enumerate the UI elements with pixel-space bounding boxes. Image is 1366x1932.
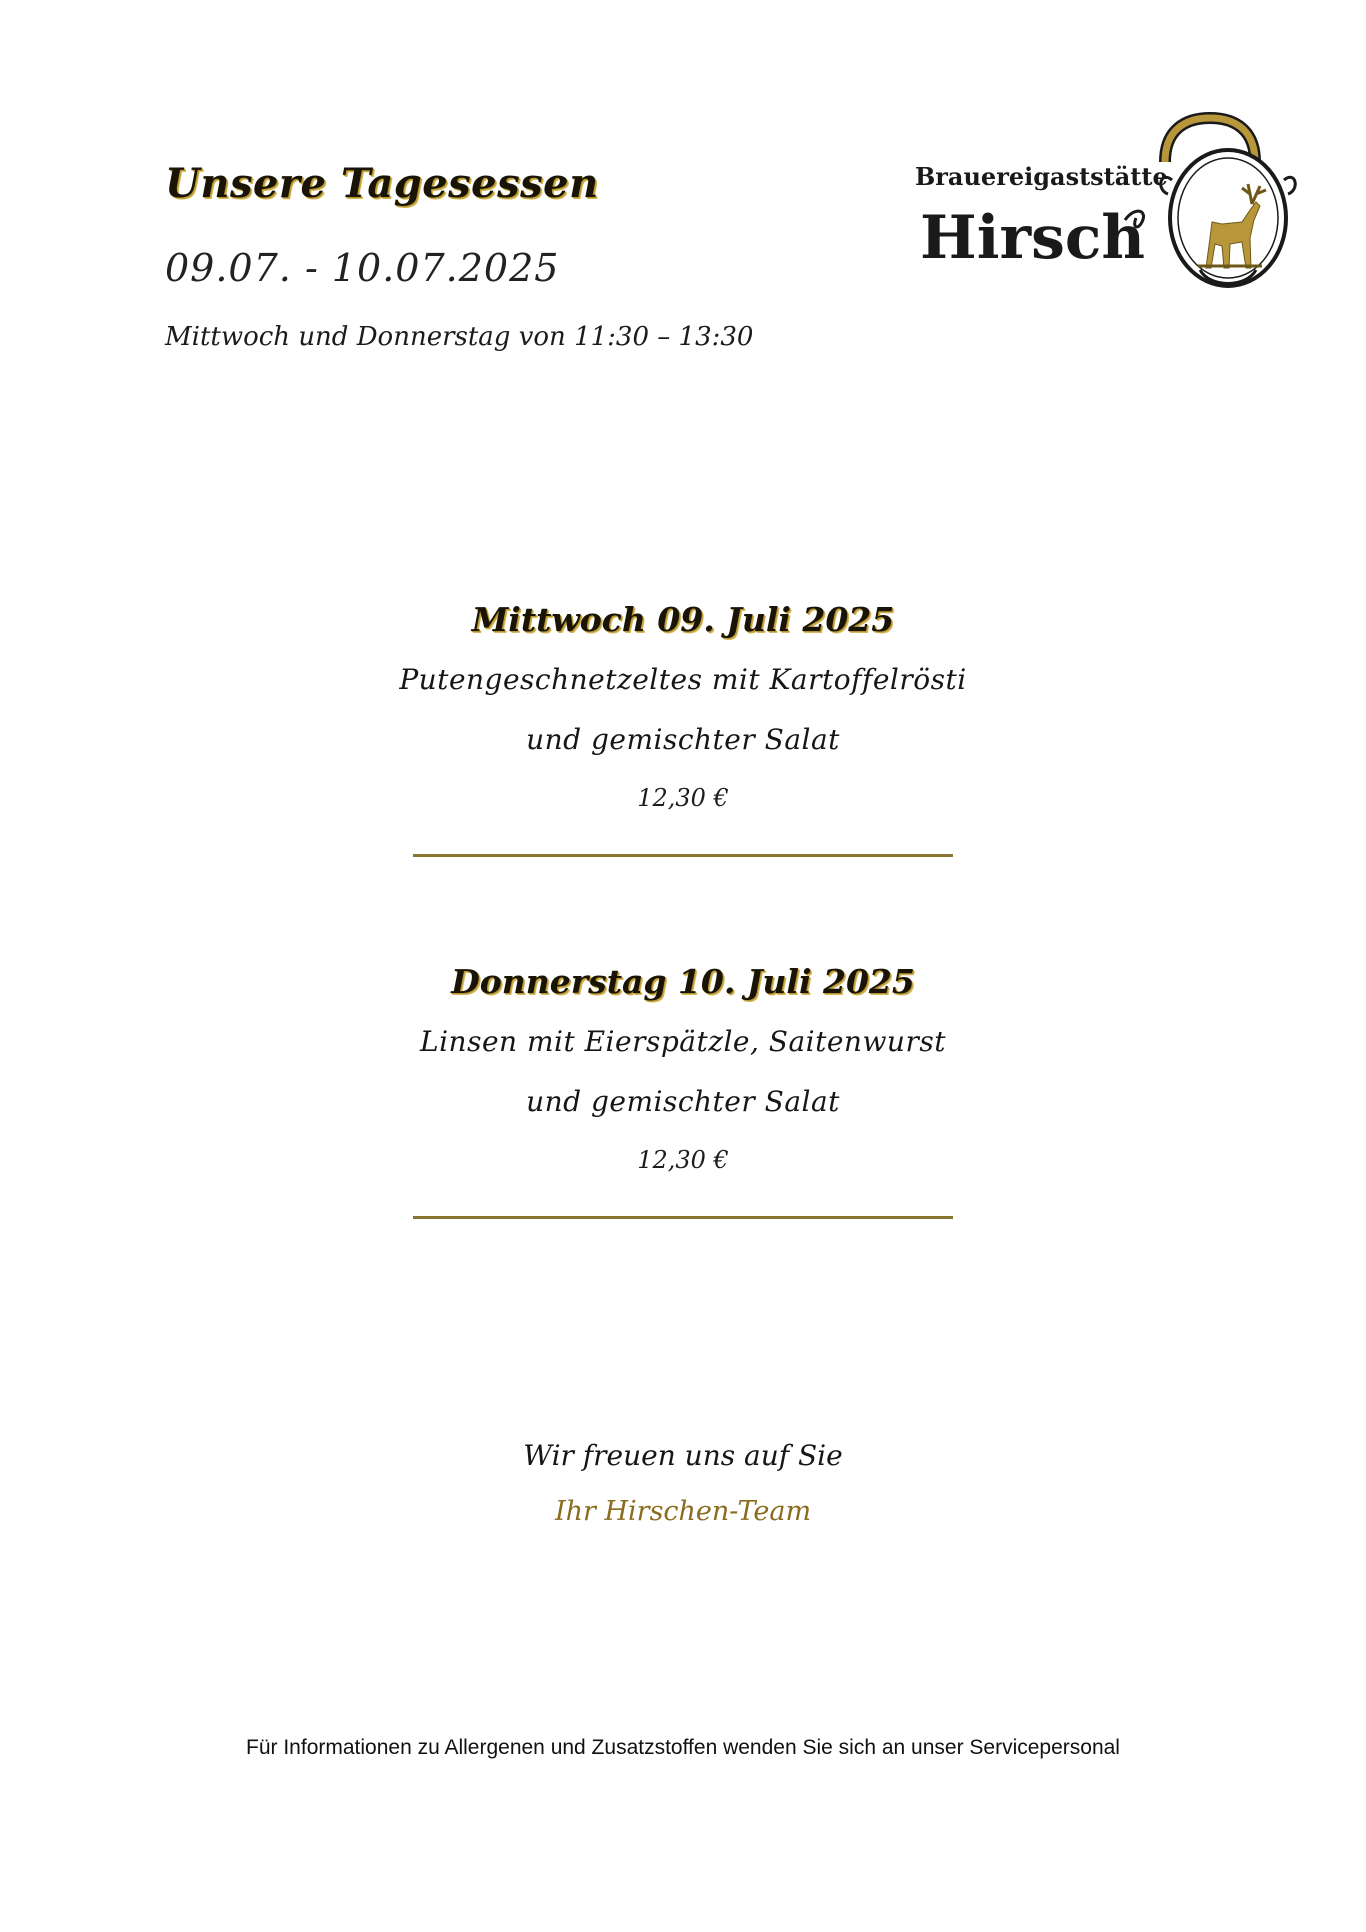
dish-description-line-1: Putengeschnetzeltes mit Kartoffelrösti [399, 663, 967, 696]
menu-day-2 [333, 952, 1033, 1219]
section-divider [413, 1216, 953, 1219]
dish-description-line-1: Linsen mit Eierspätzle, Saitenwurst [420, 1025, 946, 1058]
restaurant-logo [910, 110, 1300, 300]
allergen-note: Für Informationen zu Allergenen und Zusatzstoffen wenden Sie sich an unser Servicepersonal [246, 1736, 1120, 1759]
day-heading: Donnerstag 10. Juli 2025 [451, 962, 915, 1001]
closing-greeting: Wir freuen uns auf Sie [523, 1439, 843, 1472]
page-title: Unsere Tagesessen [165, 160, 599, 207]
team-signature: Ihr Hirschen-Team [554, 1496, 812, 1527]
day-heading: Mittwoch 09. Juli 2025 [471, 600, 895, 639]
dish-description-line-2: und gemischter Salat [526, 1085, 840, 1118]
dish-price: 12,30 € [637, 784, 729, 812]
logo-line-1: Brauereigaststätte [915, 162, 1168, 191]
menu-day-1 [333, 590, 1033, 857]
logo-line-2: Hirsch [920, 203, 1146, 273]
service-hours: Mittwoch und Donnerstag von 11:30 – 13:30 [165, 322, 754, 352]
date-range: 09.07. - 10.07.2025 [165, 246, 560, 290]
section-divider [413, 854, 953, 857]
dish-description-line-2: und gemischter Salat [526, 723, 840, 756]
closing-block [333, 1428, 1033, 1540]
dish-price: 12,30 € [637, 1146, 729, 1174]
